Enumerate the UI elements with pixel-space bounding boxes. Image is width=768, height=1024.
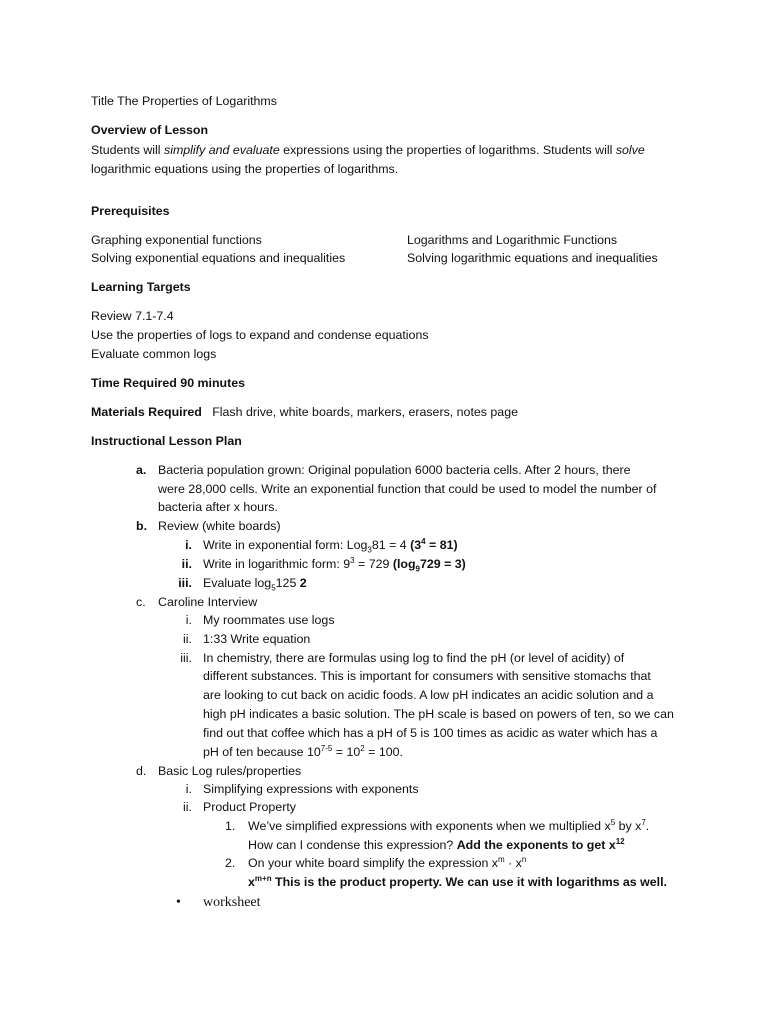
marker-a: a.	[136, 463, 147, 477]
item-d-2-line-1: On your white board simplify the expression $x^m \cdot x^n$	[248, 854, 527, 870]
item-c-iii-line: are looking to cut back on acidic foods. A low pH indicates an acidic solution and a	[203, 688, 654, 702]
item-d-2-line-2: $x^{m+n}$ This is the product property. We can use it with logarithms as well.	[248, 873, 668, 889]
time-required: Time Required 90 minutes	[91, 376, 246, 390]
item-c-iii-line: find out that coffee which has a pH of 5 is 100 times as acidic as water which has a	[203, 726, 658, 740]
marker-b-iii: iii.	[178, 576, 192, 590]
item-a-line: bacteria after x hours.	[158, 500, 278, 514]
overview-line-1: Students will simplify and evaluate expressions using the properties of logarithms. Students will solve	[91, 143, 645, 157]
item-d-1-line-2: How can I condense this expression? Add the exponents to get $x^{12}$	[248, 836, 625, 852]
marker-d-2: 2.	[225, 856, 236, 870]
marker-b: b.	[136, 519, 148, 533]
bullet-marker: •	[176, 895, 181, 910]
item-c-iii-line: In chemistry, there are formulas using log to find the pH (or level of acidity) of	[203, 651, 625, 665]
worksheet-item: worksheet	[203, 895, 261, 910]
target-item: Evaluate common logs	[91, 347, 217, 361]
prereq-right-1: Logarithms and Logarithmic Functions	[407, 233, 618, 247]
marker-b-ii: ii.	[181, 557, 192, 571]
item-c-text: Caroline Interview	[158, 595, 258, 609]
item-a-line: Bacteria population grown: Original population 6000 bacteria cells. After 2 hours, there	[158, 463, 631, 477]
prereq-left-2: Solving exponential equations and inequalities	[91, 251, 346, 265]
item-c-ii: 1:33 Write equation	[203, 632, 311, 646]
target-item: Use the properties of logs to expand and condense equations	[91, 328, 429, 342]
item-d-i: Simplifying expressions with exponents	[203, 782, 419, 796]
item-c-iii-line: different substances. This is important for consumers with sensitive stomachs that	[203, 669, 651, 683]
item-c-i: My roommates use logs	[203, 613, 335, 627]
marker-c: c.	[136, 595, 146, 609]
materials-required: Materials Required Flash drive, white boards, markers, erasers, notes page	[91, 405, 518, 419]
marker-d-ii: ii.	[183, 800, 192, 814]
item-a-line: were 28,000 cells. Write an exponential function that could be used to model the number of	[158, 482, 657, 496]
prereq-right-2: Solving logarithmic equations and inequalities	[407, 251, 658, 265]
learning-targets-heading: Learning Targets	[91, 280, 191, 294]
item-c-iii-line: high pH indicates a basic solution. The pH scale is based on powers of ten, so we can	[203, 707, 674, 721]
marker-b-i: i.	[185, 538, 192, 552]
marker-d-i: i.	[185, 782, 192, 796]
prerequisites-heading: Prerequisites	[91, 204, 170, 218]
item-d-1-line-1: We’ve simplified expressions with exponents when we multiplied $x^5$ by $x^7$.	[248, 817, 650, 833]
lesson-plan-heading: Instructional Lesson Plan	[91, 434, 242, 448]
prereq-left-1: Graphing exponential functions	[91, 233, 262, 247]
target-item: Review 7.1-7.4	[91, 309, 174, 323]
item-b-ii: Write in logarithmic form: $9^3 = 729$ $(\log_9729 = 3)$	[203, 555, 466, 574]
marker-c-ii: ii.	[183, 632, 192, 646]
item-b-iii: Evaluate $\log_5125$ 2	[203, 576, 307, 593]
marker-d: d.	[136, 764, 147, 778]
overview-heading: Overview of Lesson	[91, 123, 209, 137]
overview-line-2: logarithmic equations using the properties of logarithms.	[91, 162, 399, 176]
item-b-i: Write in exponential form: Log$_3$81 = 4 $(3^4 = 81)$	[203, 536, 458, 555]
lesson-title: Title The Properties of Logarithms	[91, 94, 277, 108]
item-d-ii: Product Property	[203, 800, 296, 814]
marker-c-i: i.	[185, 613, 192, 627]
item-d-text: Basic Log rules/properties	[158, 764, 302, 778]
marker-c-iii: iii.	[180, 651, 192, 665]
marker-d-1: 1.	[225, 819, 236, 833]
item-c-iii-last-line: pH of ten because $10^{7-5} = 10^2 = 100$.	[203, 743, 403, 759]
item-b-text: Review (white boards)	[158, 519, 281, 533]
